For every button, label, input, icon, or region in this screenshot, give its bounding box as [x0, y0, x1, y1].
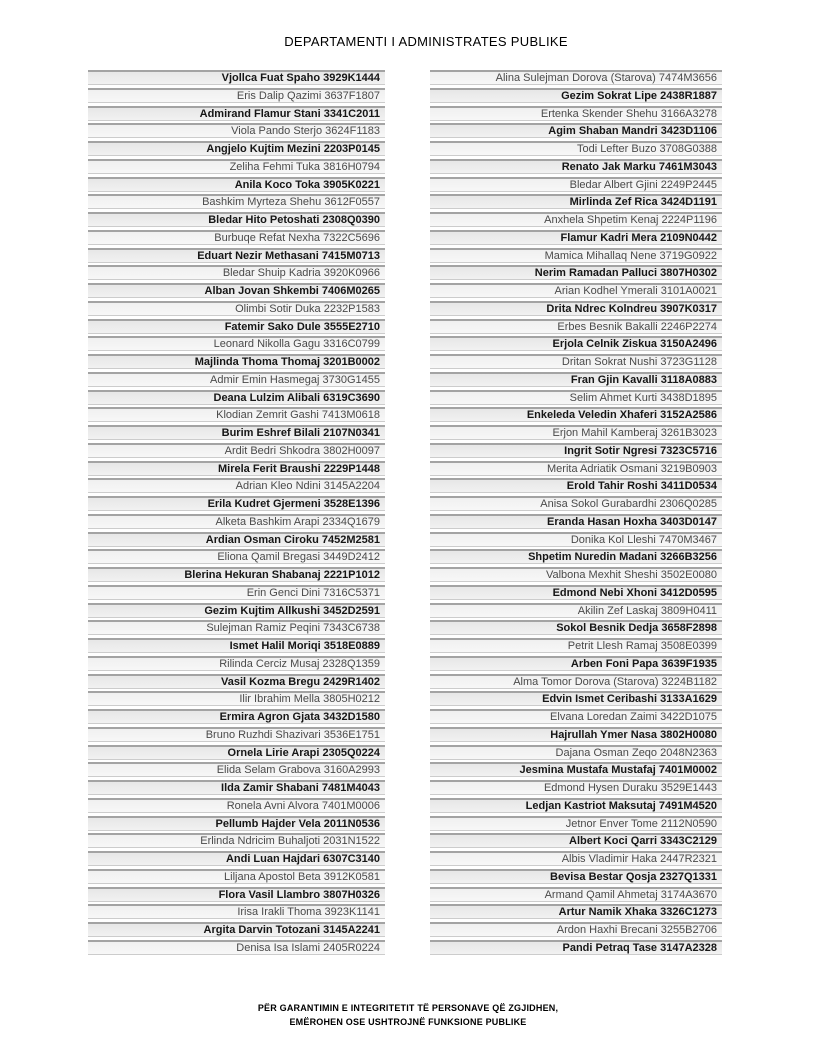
list-item: Shpetim Nuredin Madani 3266B3256 [430, 549, 722, 564]
list-item: Renato Jak Marku 7461M3043 [430, 159, 722, 174]
list-item: Petrit Llesh Ramaj 3508E0399 [430, 638, 722, 653]
list-item: Erin Genci Dini 7316C5371 [88, 585, 385, 600]
list-item: Mamica Mihallaq Nene 3719G0922 [430, 248, 722, 263]
list-item: Gezim Kujtim Allkushi 3452D2591 [88, 603, 385, 618]
list-item: Bledar Shuip Kadria 3920K0966 [88, 265, 385, 280]
list-item: Albis Vladimir Haka 2447R2321 [430, 851, 722, 866]
list-item: Bledar Hito Petoshati 2308Q0390 [88, 212, 385, 227]
footer-line-2: EMËROHEN OSE USHTROJNË FUNKSIONE PUBLIKE [289, 1017, 527, 1027]
list-item: Bevisa Bestar Qosja 2327Q1331 [430, 869, 722, 884]
list-item: Angjelo Kujtim Mezini 2203P0145 [88, 141, 385, 156]
name-list-column-right [430, 70, 722, 958]
list-item: Drita Ndrec Kolndreu 3907K0317 [430, 301, 722, 316]
list-item: Argita Darvin Totozani 3145A2241 [88, 922, 385, 937]
list-item: Artur Namik Xhaka 3326C1273 [430, 904, 722, 919]
list-item: Olimbi Sotir Duka 2232P1583 [88, 301, 385, 316]
list-item: Arben Foni Papa 3639F1935 [430, 656, 722, 671]
list-item: Mirlinda Zef Rica 3424D1191 [430, 194, 722, 209]
list-item: Viola Pando Sterjo 3624F1183 [88, 123, 385, 138]
list-item: Sokol Besnik Dedja 3658F2898 [430, 620, 722, 635]
list-item: Armand Qamil Ahmetaj 3174A3670 [430, 887, 722, 902]
list-item: Valbona Mexhit Sheshi 3502E0080 [430, 567, 722, 582]
list-item: Sulejman Ramiz Peqini 7343C6738 [88, 620, 385, 635]
list-item: Akilin Zef Laskaj 3809H0411 [430, 603, 722, 618]
list-item: Ismet Halil Moriqi 3518E0889 [88, 638, 385, 653]
list-item: Erbes Besnik Bakalli 2246P2274 [430, 319, 722, 334]
list-item: Eduart Nezir Methasani 7415M0713 [88, 248, 385, 263]
list-item: Merita Adriatik Osmani 3219B0903 [430, 461, 722, 476]
list-item: Bledar Albert Gjini 2249P2445 [430, 177, 722, 192]
list-item: Eranda Hasan Hoxha 3403D0147 [430, 514, 722, 529]
list-item: Andi Luan Hajdari 6307C3140 [88, 851, 385, 866]
list-item: Ledjan Kastriot Maksutaj 7491M4520 [430, 798, 722, 813]
list-item: Ardian Osman Ciroku 7452M2581 [88, 532, 385, 547]
list-item: Vasil Kozma Bregu 2429R1402 [88, 674, 385, 689]
list-item: Vjollca Fuat Spaho 3929K1444 [88, 70, 385, 85]
list-item: Alketa Bashkim Arapi 2334Q1679 [88, 514, 385, 529]
list-item: Mirela Ferit Braushi 2229P1448 [88, 461, 385, 476]
list-item: Adrian Kleo Ndini 3145A2204 [88, 478, 385, 493]
list-item: Deana Lulzim Alibali 6319C3690 [88, 390, 385, 405]
list-item: Gezim Sokrat Lipe 2438R1887 [430, 88, 722, 103]
name-list-column-left [88, 70, 385, 958]
list-item: Erold Tahir Roshi 3411D0534 [430, 478, 722, 493]
list-item: Ermira Agron Gjata 3432D1580 [88, 709, 385, 724]
list-item: Hajrullah Ymer Nasa 3802H0080 [430, 727, 722, 742]
list-item: Erlinda Ndricim Buhaljoti 2031N1522 [88, 833, 385, 848]
list-item: Ronela Avni Alvora 7401M0006 [88, 798, 385, 813]
list-item: Ilir Ibrahim Mella 3805H0212 [88, 691, 385, 706]
list-item: Elida Selam Grabova 3160A2993 [88, 762, 385, 777]
list-item: Ingrit Sotir Ngresi 7323C5716 [430, 443, 722, 458]
list-item: Arian Kodhel Ymerali 3101A0021 [430, 283, 722, 298]
list-item: Liljana Apostol Beta 3912K0581 [88, 869, 385, 884]
list-item: Edmond Nebi Xhoni 3412D0595 [430, 585, 722, 600]
list-item: Denisa Isa Islami 2405R0224 [88, 940, 385, 955]
list-item: Pellumb Hajder Vela 2011N0536 [88, 816, 385, 831]
page-title: DEPARTAMENTI I ADMINISTRATES PUBLIKE [284, 34, 568, 49]
list-item: Bashkim Myrteza Shehu 3612F0557 [88, 194, 385, 209]
list-item: Blerina Hekuran Shabanaj 2221P1012 [88, 567, 385, 582]
list-item: Ardon Haxhi Brecani 3255B2706 [430, 922, 722, 937]
list-item: Burbuqe Refat Nexha 7322C5696 [88, 230, 385, 245]
footer-note [0, 1001, 816, 1029]
list-item: Jesmina Mustafa Mustafaj 7401M0002 [430, 762, 722, 777]
list-item: Flamur Kadri Mera 2109N0442 [430, 230, 722, 245]
list-item: Majlinda Thoma Thomaj 3201B0002 [88, 354, 385, 369]
list-item: Eliona Qamil Bregasi 3449D2412 [88, 549, 385, 564]
list-item: Agim Shaban Mandri 3423D1106 [430, 123, 722, 138]
list-item: Dritan Sokrat Nushi 3723G1128 [430, 354, 722, 369]
list-item: Rilinda Cerciz Musaj 2328Q1359 [88, 656, 385, 671]
list-item: Ornela Lirie Arapi 2305Q0224 [88, 745, 385, 760]
list-item: Zeliha Fehmi Tuka 3816H0794 [88, 159, 385, 174]
list-item: Nerim Ramadan Palluci 3807H0302 [430, 265, 722, 280]
list-item: Ertenka Skender Shehu 3166A3278 [430, 106, 722, 121]
list-item: Admir Emin Hasmegaj 3730G1455 [88, 372, 385, 387]
list-item: Irisa Irakli Thoma 3923K1141 [88, 904, 385, 919]
list-item: Pandi Petraq Tase 3147A2328 [430, 940, 722, 955]
list-item: Alina Sulejman Dorova (Starova) 7474M3656 [430, 70, 722, 85]
list-item: Erjola Celnik Ziskua 3150A2496 [430, 336, 722, 351]
list-item: Admirand Flamur Stani 3341C2011 [88, 106, 385, 121]
list-item: Donika Kol Lleshi 7470M3467 [430, 532, 722, 547]
list-item: Todi Lefter Buzo 3708G0388 [430, 141, 722, 156]
list-item: Erila Kudret Gjermeni 3528E1396 [88, 496, 385, 511]
list-item: Anxhela Shpetim Kenaj 2224P1196 [430, 212, 722, 227]
list-item: Jetnor Enver Tome 2112N0590 [430, 816, 722, 831]
list-item: Dajana Osman Zeqo 2048N2363 [430, 745, 722, 760]
list-item: Bruno Ruzhdi Shazivari 3536E1751 [88, 727, 385, 742]
list-item: Ilda Zamir Shabani 7481M4043 [88, 780, 385, 795]
list-item: Erjon Mahil Kamberaj 3261B3023 [430, 425, 722, 440]
list-item: Alma Tomor Dorova (Starova) 3224B1182 [430, 674, 722, 689]
list-item: Elvana Loredan Zaimi 3422D1075 [430, 709, 722, 724]
list-item: Fran Gjin Kavalli 3118A0883 [430, 372, 722, 387]
list-item: Anila Koco Toka 3905K0221 [88, 177, 385, 192]
list-item: Edvin Ismet Ceribashi 3133A1629 [430, 691, 722, 706]
list-item: Flora Vasil Llambro 3807H0326 [88, 887, 385, 902]
list-item: Ardit Bedri Shkodra 3802H0097 [88, 443, 385, 458]
list-item: Selim Ahmet Kurti 3438D1895 [430, 390, 722, 405]
list-item: Fatemir Sako Dule 3555E2710 [88, 319, 385, 334]
list-item: Anisa Sokol Gurabardhi 2306Q0285 [430, 496, 722, 511]
list-item: Burim Eshref Bilali 2107N0341 [88, 425, 385, 440]
list-item: Alban Jovan Shkembi 7406M0265 [88, 283, 385, 298]
footer-line-1: PËR GARANTIMIN E INTEGRITETIT TË PERSONAVE QË ZGJIDHEN, [257, 1003, 559, 1013]
list-item: Leonard Nikolla Gagu 3316C0799 [88, 336, 385, 351]
list-item: Edmond Hysen Duraku 3529E1443 [430, 780, 722, 795]
list-item: Klodian Zemrit Gashi 7413M0618 [88, 407, 385, 422]
list-item: Eris Dalip Qazimi 3637F1807 [88, 88, 385, 103]
list-item: Albert Koci Qarri 3343C2129 [430, 833, 722, 848]
list-item: Enkeleda Veledin Xhaferi 3152A2586 [430, 407, 722, 422]
